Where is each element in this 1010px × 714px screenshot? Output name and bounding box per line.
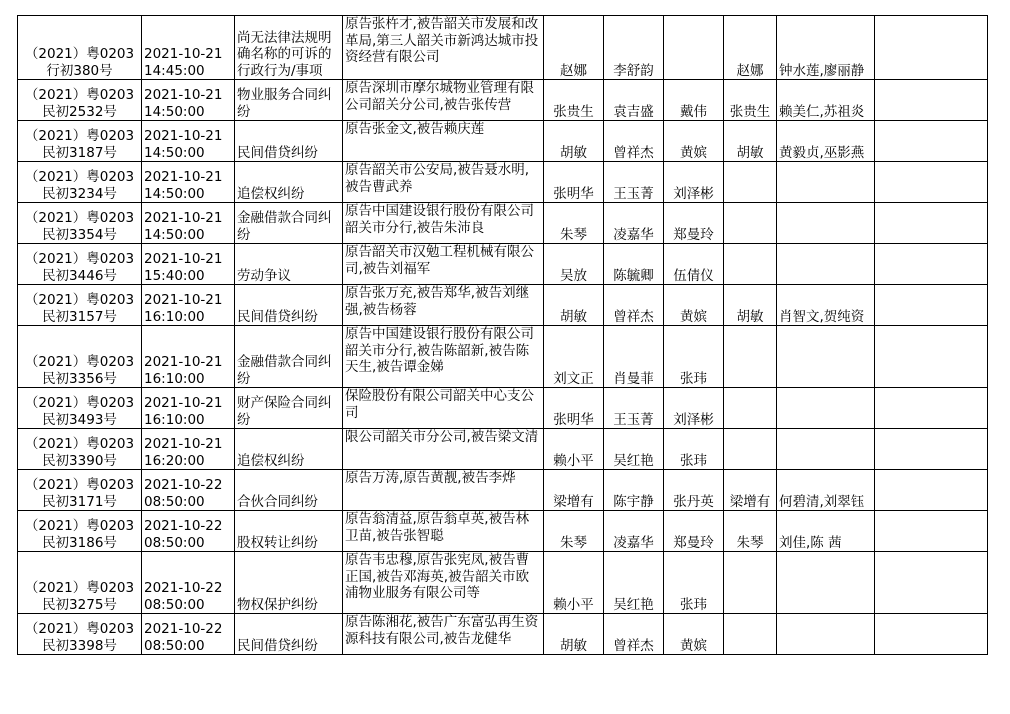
presiding-judge-cell xyxy=(724,614,777,655)
case-number-cell: （2021）粤0203民初3356号 xyxy=(18,326,142,388)
hearing-time-cell: 2021-10-21 14:50:00 xyxy=(142,162,235,203)
case-cause-cell: 股权转让纠纷 xyxy=(235,511,343,552)
case-number-cell: （2021）粤0203行初380号 xyxy=(18,16,142,80)
table-row xyxy=(18,16,988,80)
panel-member-cell: 伍倩仪 xyxy=(664,244,724,285)
lawyers-cell xyxy=(777,244,875,285)
judge-cell: 张明华 xyxy=(544,388,604,429)
judge-cell: 朱琴 xyxy=(544,203,604,244)
hearing-time-cell: 2021-10-22 08:50:00 xyxy=(142,552,235,614)
lawyers-cell: 刘佳,陈 茜 xyxy=(777,511,875,552)
empty-cell xyxy=(875,80,988,121)
hearing-time-cell: 2021-10-21 14:45:00 xyxy=(142,16,235,80)
presiding-judge-cell xyxy=(724,244,777,285)
clerk-cell: 李舒韵 xyxy=(604,16,664,80)
presiding-judge-cell xyxy=(724,326,777,388)
table-body xyxy=(18,16,988,655)
table-row xyxy=(18,614,988,655)
parties-cell: 限公司韶关市分公司,被告梁文清 xyxy=(343,429,544,470)
lawyers-cell: 赖美仁,苏祖炎 xyxy=(777,80,875,121)
lawyers-cell: 肖智文,贺纯资 xyxy=(777,285,875,326)
hearing-time-cell: 2021-10-22 08:50:00 xyxy=(142,614,235,655)
empty-cell xyxy=(875,614,988,655)
presiding-judge-cell: 朱琴 xyxy=(724,511,777,552)
empty-cell xyxy=(875,244,988,285)
table-row xyxy=(18,121,988,162)
presiding-judge-cell xyxy=(724,203,777,244)
judge-cell: 张明华 xyxy=(544,162,604,203)
judge-cell: 赖小平 xyxy=(544,552,604,614)
panel-member-cell: 张丹英 xyxy=(664,470,724,511)
panel-member-cell: 刘泽彬 xyxy=(664,162,724,203)
clerk-cell: 陈毓卿 xyxy=(604,244,664,285)
presiding-judge-cell: 胡敏 xyxy=(724,121,777,162)
lawyers-cell xyxy=(777,429,875,470)
panel-member-cell: 刘泽彬 xyxy=(664,388,724,429)
parties-cell: 原告韦忠穆,原告张宪凤,被告曹正国,被告邓海英,被告韶关市欧浦物业服务有限公司等 xyxy=(343,552,544,614)
empty-cell xyxy=(875,285,988,326)
presiding-judge-cell xyxy=(724,552,777,614)
hearing-time-cell: 2021-10-21 15:40:00 xyxy=(142,244,235,285)
case-cause-cell: 金融借款合同纠纷 xyxy=(235,326,343,388)
clerk-cell: 凌嘉华 xyxy=(604,203,664,244)
case-number-cell: （2021）粤0203民初3186号 xyxy=(18,511,142,552)
empty-cell xyxy=(875,552,988,614)
clerk-cell: 吴红艳 xyxy=(604,429,664,470)
table-row xyxy=(18,244,988,285)
empty-cell xyxy=(875,429,988,470)
case-cause-cell: 民间借贷纠纷 xyxy=(235,121,343,162)
lawyers-cell: 黄毅贞,巫影燕 xyxy=(777,121,875,162)
presiding-judge-cell: 张贵生 xyxy=(724,80,777,121)
panel-member-cell: 张玮 xyxy=(664,429,724,470)
hearing-schedule-table xyxy=(17,15,988,655)
lawyers-cell xyxy=(777,326,875,388)
judge-cell: 刘文正 xyxy=(544,326,604,388)
case-cause-cell: 劳动争议 xyxy=(235,244,343,285)
hearing-time-cell: 2021-10-22 08:50:00 xyxy=(142,511,235,552)
panel-member-cell: 黄嫔 xyxy=(664,285,724,326)
parties-cell: 保险股份有限公司韶关中心支公司 xyxy=(343,388,544,429)
table-row xyxy=(18,429,988,470)
parties-cell: 原告中国建设银行股份有限公司韶关市分行,被告朱沛良 xyxy=(343,203,544,244)
parties-cell: 原告韶关市公安局,被告聂水明,被告曹武养 xyxy=(343,162,544,203)
judge-cell: 胡敏 xyxy=(544,285,604,326)
panel-member-cell: 郑曼玲 xyxy=(664,203,724,244)
clerk-cell: 陈宇静 xyxy=(604,470,664,511)
case-cause-cell: 合伙合同纠纷 xyxy=(235,470,343,511)
case-cause-cell: 民间借贷纠纷 xyxy=(235,614,343,655)
case-cause-cell: 追偿权纠纷 xyxy=(235,429,343,470)
empty-cell xyxy=(875,388,988,429)
clerk-cell: 凌嘉华 xyxy=(604,511,664,552)
empty-cell xyxy=(875,470,988,511)
case-cause-cell: 金融借款合同纠纷 xyxy=(235,203,343,244)
clerk-cell: 王玉菁 xyxy=(604,162,664,203)
case-number-cell: （2021）粤0203民初3157号 xyxy=(18,285,142,326)
lawyers-cell xyxy=(777,162,875,203)
parties-cell: 原告深圳市摩尔城物业管理有限公司韶关分公司,被告张传营 xyxy=(343,80,544,121)
hearing-time-cell: 2021-10-21 14:50:00 xyxy=(142,121,235,162)
judge-cell: 朱琴 xyxy=(544,511,604,552)
case-number-cell: （2021）粤0203民初3493号 xyxy=(18,388,142,429)
case-number-cell: （2021）粤0203民初3234号 xyxy=(18,162,142,203)
judge-cell: 吴放 xyxy=(544,244,604,285)
case-number-cell: （2021）粤0203民初3187号 xyxy=(18,121,142,162)
case-number-cell: （2021）粤0203民初3354号 xyxy=(18,203,142,244)
lawyers-cell: 钟水莲,廖丽静 xyxy=(777,16,875,80)
case-cause-cell: 民间借贷纠纷 xyxy=(235,285,343,326)
clerk-cell: 王玉菁 xyxy=(604,388,664,429)
case-number-cell: （2021）粤0203民初3398号 xyxy=(18,614,142,655)
presiding-judge-cell xyxy=(724,162,777,203)
clerk-cell: 肖曼菲 xyxy=(604,326,664,388)
judge-cell: 胡敏 xyxy=(544,121,604,162)
hearing-time-cell: 2021-10-21 14:50:00 xyxy=(142,80,235,121)
empty-cell xyxy=(875,162,988,203)
panel-member-cell: 张玮 xyxy=(664,552,724,614)
parties-cell: 原告中国建设银行股份有限公司韶关市分行,被告陈韶新,被告陈天生,被告谭金娣 xyxy=(343,326,544,388)
case-number-cell: （2021）粤0203民初2532号 xyxy=(18,80,142,121)
clerk-cell: 袁吉盛 xyxy=(604,80,664,121)
judge-cell: 张贵生 xyxy=(544,80,604,121)
case-cause-cell: 物权保护纠纷 xyxy=(235,552,343,614)
lawyers-cell xyxy=(777,388,875,429)
clerk-cell: 曾祥杰 xyxy=(604,121,664,162)
lawyers-cell: 何碧清,刘翠钰 xyxy=(777,470,875,511)
hearing-time-cell: 2021-10-22 08:50:00 xyxy=(142,470,235,511)
case-number-cell: （2021）粤0203民初3390号 xyxy=(18,429,142,470)
panel-member-cell: 黄嫔 xyxy=(664,614,724,655)
table-row xyxy=(18,470,988,511)
case-cause-cell: 财产保险合同纠纷 xyxy=(235,388,343,429)
case-number-cell: （2021）粤0203民初3171号 xyxy=(18,470,142,511)
panel-member-cell: 戴伟 xyxy=(664,80,724,121)
empty-cell xyxy=(875,16,988,80)
table-row xyxy=(18,552,988,614)
hearing-time-cell: 2021-10-21 16:10:00 xyxy=(142,388,235,429)
presiding-judge-cell: 胡敏 xyxy=(724,285,777,326)
table-row xyxy=(18,162,988,203)
parties-cell: 原告翁清益,原告翁卓英,被告林卫苗,被告张智聪 xyxy=(343,511,544,552)
hearing-time-cell: 2021-10-21 16:10:00 xyxy=(142,285,235,326)
panel-member-cell: 黄嫔 xyxy=(664,121,724,162)
empty-cell xyxy=(875,326,988,388)
case-cause-cell: 尚无法律法规明确名称的可诉的行政行为/事项 xyxy=(235,16,343,80)
lawyers-cell xyxy=(777,552,875,614)
presiding-judge-cell xyxy=(724,388,777,429)
presiding-judge-cell: 梁增有 xyxy=(724,470,777,511)
table-row xyxy=(18,80,988,121)
parties-cell: 原告韶关市汉勉工程机械有限公司,被告刘福军 xyxy=(343,244,544,285)
judge-cell: 梁增有 xyxy=(544,470,604,511)
parties-cell: 原告张万充,被告郑华,被告刘继强,被告杨蓉 xyxy=(343,285,544,326)
hearing-time-cell: 2021-10-21 14:50:00 xyxy=(142,203,235,244)
case-number-cell: （2021）粤0203民初3446号 xyxy=(18,244,142,285)
presiding-judge-cell: 赵娜 xyxy=(724,16,777,80)
empty-cell xyxy=(875,511,988,552)
case-cause-cell: 物业服务合同纠纷 xyxy=(235,80,343,121)
parties-cell: 原告陈湘花,被告广东富弘再生资源科技有限公司,被告龙健华 xyxy=(343,614,544,655)
judge-cell: 胡敏 xyxy=(544,614,604,655)
clerk-cell: 曾祥杰 xyxy=(604,614,664,655)
panel-member-cell xyxy=(664,16,724,80)
table-row xyxy=(18,203,988,244)
parties-cell: 原告张金文,被告赖庆莲 xyxy=(343,121,544,162)
empty-cell xyxy=(875,203,988,244)
table-row xyxy=(18,326,988,388)
table-row xyxy=(18,511,988,552)
clerk-cell: 曾祥杰 xyxy=(604,285,664,326)
hearing-time-cell: 2021-10-21 16:10:00 xyxy=(142,326,235,388)
parties-cell: 原告张杵才,被告韶关市发展和改革局,第三人韶关市新鸿达城市投资经营有限公司 xyxy=(343,16,544,80)
presiding-judge-cell xyxy=(724,429,777,470)
case-number-cell: （2021）粤0203民初3275号 xyxy=(18,552,142,614)
judge-cell: 赖小平 xyxy=(544,429,604,470)
parties-cell: 原告万涛,原告黄靓,被告李烨 xyxy=(343,470,544,511)
empty-cell xyxy=(875,121,988,162)
hearing-time-cell: 2021-10-21 16:20:00 xyxy=(142,429,235,470)
panel-member-cell: 张玮 xyxy=(664,326,724,388)
clerk-cell: 吴红艳 xyxy=(604,552,664,614)
lawyers-cell xyxy=(777,203,875,244)
table-row xyxy=(18,388,988,429)
table-row xyxy=(18,285,988,326)
judge-cell: 赵娜 xyxy=(544,16,604,80)
case-cause-cell: 追偿权纠纷 xyxy=(235,162,343,203)
panel-member-cell: 郑曼玲 xyxy=(664,511,724,552)
lawyers-cell xyxy=(777,614,875,655)
